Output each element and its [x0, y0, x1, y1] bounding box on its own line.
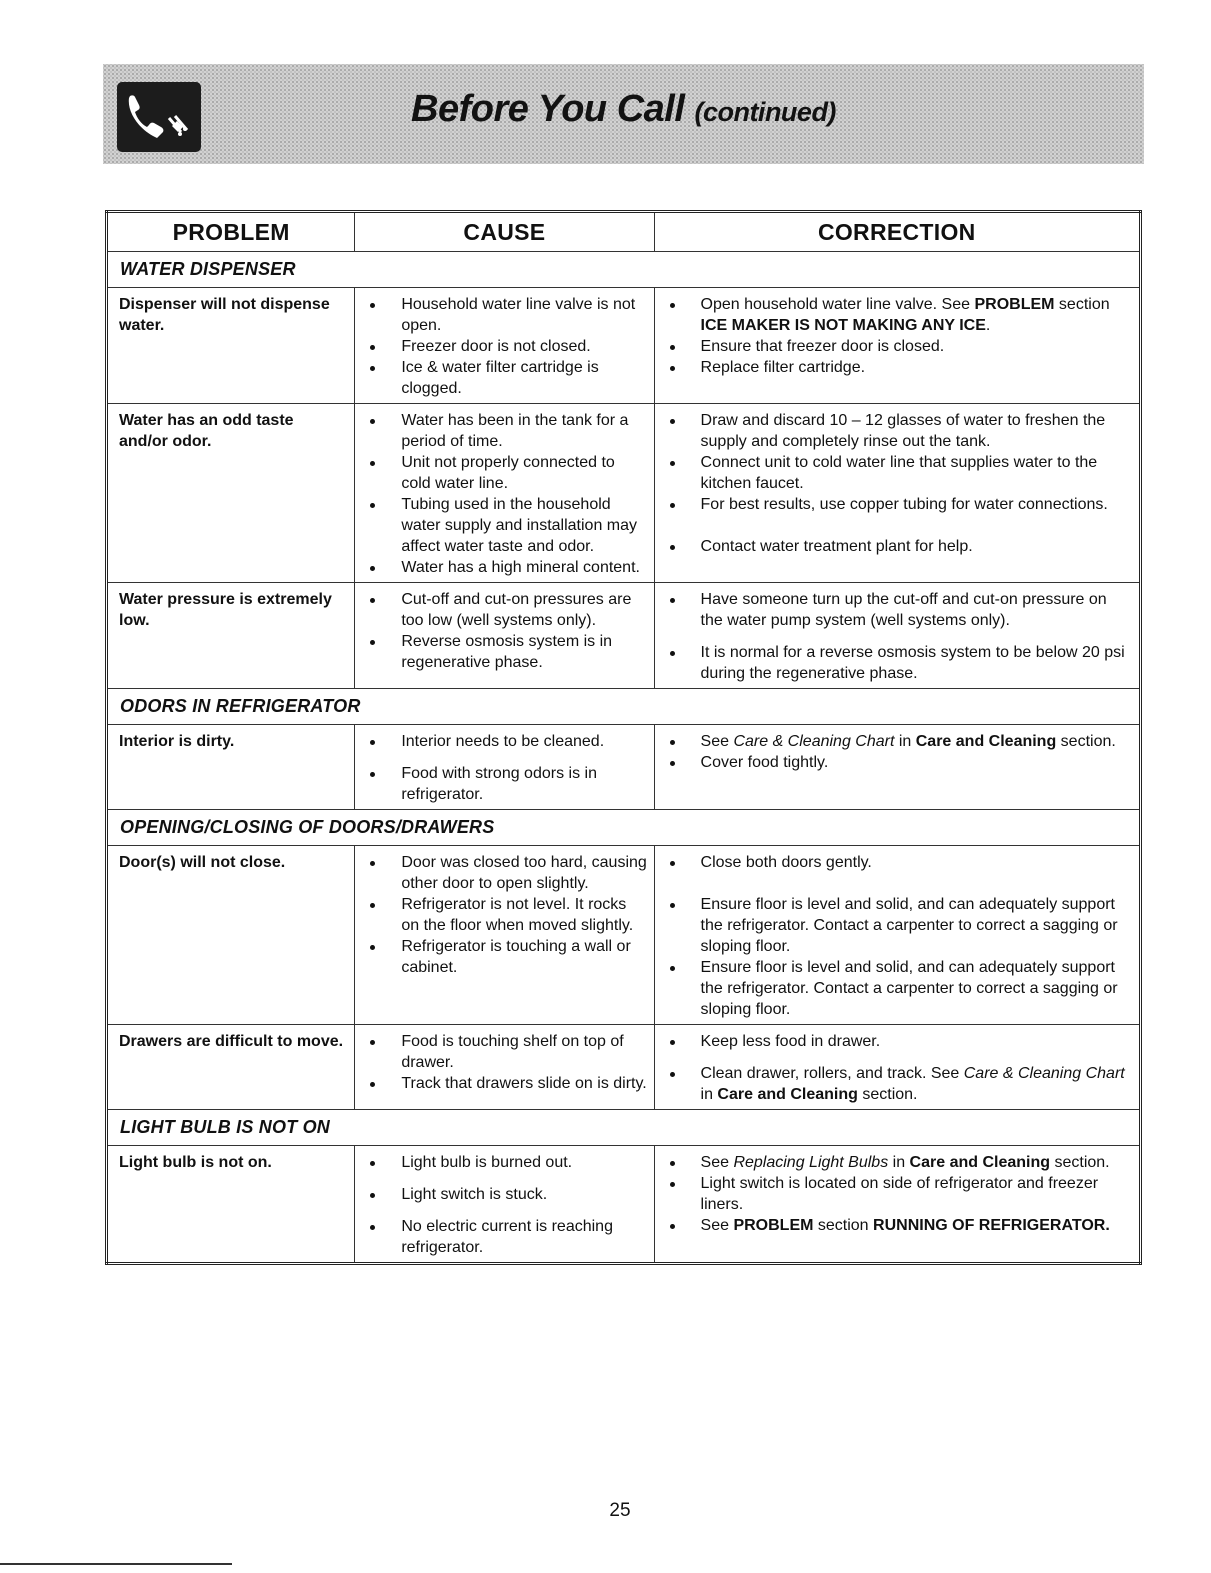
column-header-cause: CAUSE [355, 212, 654, 252]
table-row [107, 725, 1141, 810]
correction-item [667, 589, 1133, 631]
correction-text: Have someone turn up the cut-off and cut-on pressure on the water pump system (well systems only). [700, 591, 1107, 629]
problem-cell: Water pressure is extremely low. [107, 583, 355, 689]
section-title: WATER DISPENSER [107, 252, 1141, 288]
correction-text: Clean drawer, rollers, and track. See [700, 1065, 964, 1082]
page-subtitle: (continued) [694, 97, 836, 127]
table-row [107, 846, 1141, 1025]
table-row [107, 288, 1141, 404]
correction-item [667, 894, 1133, 957]
correction-text: See [700, 1217, 734, 1234]
cause-cell [355, 1025, 654, 1110]
correction-item [667, 1152, 1133, 1173]
correction-text: . [985, 317, 991, 334]
correction-item [667, 357, 1133, 378]
cause-item: Refrigerator is not level. It rocks on the floor when moved slightly. [367, 894, 647, 936]
cause-item: Interior needs to be cleaned. [367, 731, 647, 752]
section-title: ODORS IN REFRIGERATOR [107, 689, 1141, 725]
problem-cell: Dispenser will not dispense water. [107, 288, 355, 404]
page-number: 25 [609, 1500, 631, 1521]
correction-text: See [700, 733, 734, 750]
correction-cell [654, 288, 1140, 404]
page-title: Before You Call (continued) [411, 88, 836, 130]
problem-cell: Light bulb is not on. [107, 1146, 355, 1264]
cause-item: Door was closed too hard, causing other door to open slightly. [367, 852, 647, 894]
correction-text: in [888, 1154, 910, 1171]
table-row [107, 404, 1141, 583]
problem-cell: Water has an odd taste and/or odor. [107, 404, 355, 583]
correction-text: Light switch is located on side of refrigerator and freezer liners. [700, 1175, 1099, 1213]
page-banner [103, 64, 1144, 164]
correction-text: Connect unit to cold water line that supplies water to the kitchen faucet. [700, 454, 1098, 492]
correction-text: For best results, use copper tubing for water connections. [700, 496, 1108, 513]
troubleshooting-table [105, 210, 1142, 1265]
correction-item [667, 957, 1133, 1020]
correction-item [667, 642, 1133, 684]
correction-text: See [700, 1154, 734, 1171]
cause-cell [355, 1146, 654, 1264]
cause-item: Refrigerator is touching a wall or cabinet. [367, 936, 647, 978]
correction-item [667, 536, 1133, 557]
correction-text: section. [857, 1086, 918, 1103]
correction-cell [654, 404, 1140, 583]
correction-cell [654, 583, 1140, 689]
problem-cell: Drawers are difficult to move. [107, 1025, 355, 1110]
cause-item: Food with strong odors is in refrigerator. [367, 763, 647, 805]
table-row [107, 1025, 1141, 1110]
italic-reference: Replacing Light Bulbs [733, 1154, 889, 1171]
column-header-problem: PROBLEM [107, 212, 355, 252]
correction-item [667, 410, 1133, 452]
footer-rule [0, 1563, 232, 1565]
table-row [107, 583, 1141, 689]
problem-cell: Door(s) will not close. [107, 846, 355, 1025]
correction-item [667, 1173, 1133, 1215]
correction-item [667, 1063, 1133, 1105]
cause-item: Unit not properly connected to cold water line. [367, 452, 647, 494]
correction-text: section. [1050, 1154, 1110, 1171]
bold-reference: Care and Cleaning [915, 733, 1057, 750]
cause-item: Ice & water filter cartridge is clogged. [367, 357, 647, 399]
bold-reference: PROBLEM [733, 1217, 814, 1234]
section-header-row [107, 810, 1141, 846]
section-title: LIGHT BULB IS NOT ON [107, 1110, 1141, 1146]
cause-item: No electric current is reaching refrigerator. [367, 1216, 647, 1258]
cause-item: Water has been in the tank for a period of time. [367, 410, 647, 452]
cause-cell [355, 404, 654, 583]
correction-item [667, 336, 1133, 357]
correction-text: Ensure that freezer door is closed. [700, 338, 945, 355]
cause-cell [355, 288, 654, 404]
correction-text: Keep less food in drawer. [700, 1033, 881, 1050]
correction-item [667, 731, 1133, 752]
correction-item [667, 494, 1133, 515]
correction-text: Close both doors gently. [700, 854, 872, 871]
correction-text: section [1054, 296, 1110, 313]
correction-text: in [700, 1086, 718, 1103]
correction-item [667, 752, 1133, 773]
correction-text: Replace filter cartridge. [700, 359, 866, 376]
correction-item [667, 294, 1133, 336]
correction-text: Open household water line valve. See [700, 296, 975, 313]
correction-cell [654, 846, 1140, 1025]
correction-cell [654, 1146, 1140, 1264]
bold-reference: Care and Cleaning [909, 1154, 1051, 1171]
correction-item [667, 452, 1133, 494]
cause-item: Freezer door is not closed. [367, 336, 647, 357]
table-body [107, 252, 1141, 1264]
table-header-row [107, 212, 1141, 252]
correction-cell [654, 1025, 1140, 1110]
cause-item: Household water line valve is not open. [367, 294, 647, 336]
problem-cell: Interior is dirty. [107, 725, 355, 810]
cause-cell [355, 725, 654, 810]
bold-reference: PROBLEM [974, 296, 1055, 313]
section-header-row [107, 1110, 1141, 1146]
section-header-row [107, 252, 1141, 288]
correction-text: It is normal for a reverse osmosis system to be below 20 psi during the regenerative phase. [700, 644, 1125, 682]
cause-cell [355, 583, 654, 689]
correction-text: section [813, 1217, 874, 1234]
correction-text: Draw and discard 10 – 12 glasses of water to freshen the supply and completely rinse out the tank. [700, 412, 1106, 450]
bold-reference: Care and Cleaning [717, 1086, 858, 1103]
correction-text: section. [1056, 733, 1116, 750]
cause-item: Light bulb is burned out. [367, 1152, 647, 1173]
cause-item: Tubing used in the household water supply and installation may affect water taste and odor. [367, 494, 647, 557]
cause-item: Light switch is stuck. [367, 1184, 647, 1205]
correction-text: in [894, 733, 916, 750]
correction-text: Ensure floor is level and solid, and can adequately support the refrigerator. Contact a carpenter to correct a sagging or sloping floor. [700, 959, 1118, 1018]
correction-item [667, 1031, 1133, 1052]
column-header-correction: CORRECTION [654, 212, 1140, 252]
correction-text: Cover food tightly. [700, 754, 829, 771]
italic-reference: Care & Cleaning Chart [963, 1065, 1125, 1082]
correction-text: Contact water treatment plant for help. [700, 538, 973, 555]
correction-text: Ensure floor is level and solid, and can adequately support the refrigerator. Contact a carpenter to correct a sagging or sloping floor. [700, 896, 1118, 955]
cause-item: Reverse osmosis system is in regenerative phase. [367, 631, 647, 673]
section-title: OPENING/CLOSING OF DOORS/DRAWERS [107, 810, 1141, 846]
cause-cell [355, 846, 654, 1025]
cause-item: Track that drawers slide on is dirty. [367, 1073, 647, 1094]
correction-item [667, 1215, 1133, 1236]
bold-reference: RUNNING OF REFRIGERATOR. [873, 1217, 1110, 1234]
correction-cell [654, 725, 1140, 810]
section-header-row [107, 689, 1141, 725]
bold-reference: ICE MAKER IS NOT MAKING ANY ICE [700, 317, 986, 334]
cause-item: Food is touching shelf on top of drawer. [367, 1031, 647, 1073]
correction-item [667, 852, 1133, 873]
cause-item: Cut-off and cut-on pressures are too low (well systems only). [367, 589, 647, 631]
italic-reference: Care & Cleaning Chart [733, 733, 895, 750]
cause-item: Water has a high mineral content. [367, 557, 647, 578]
table-row [107, 1146, 1141, 1264]
